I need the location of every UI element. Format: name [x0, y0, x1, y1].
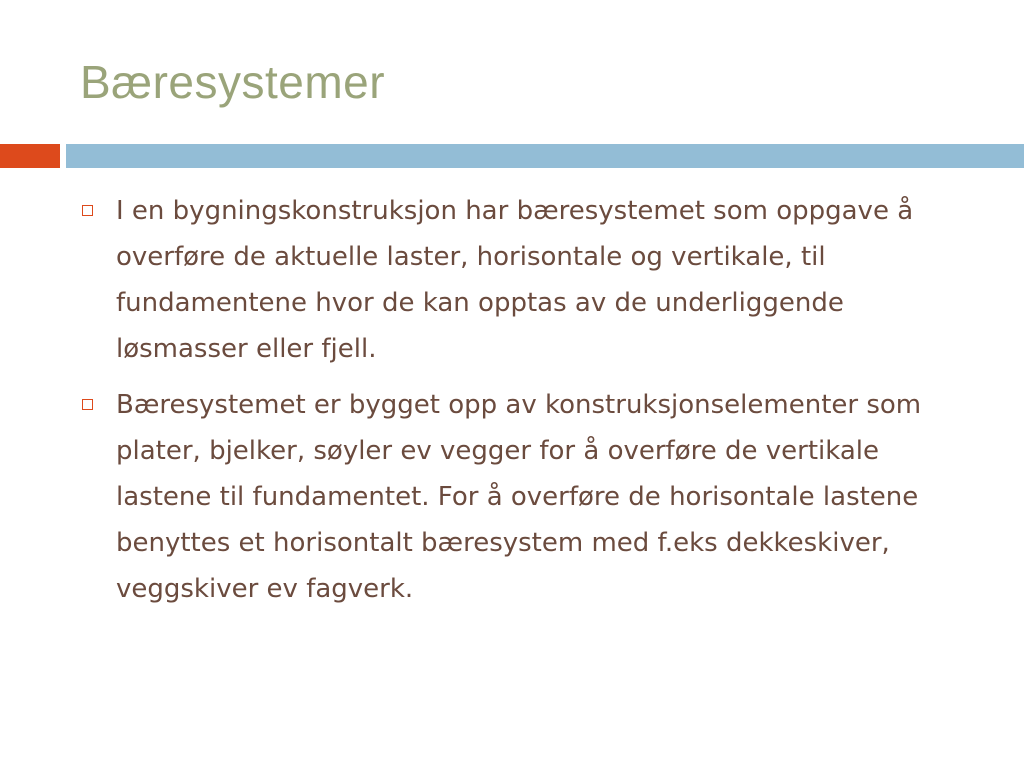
bullet-item — [78, 188, 978, 372]
slide-title: Bæresystemer — [80, 56, 386, 108]
accent-bar-orange — [0, 144, 60, 168]
accent-bar-blue — [66, 144, 1024, 168]
bullet-text: I en bygningskonstruksjon har bæresystemet som oppgave å overføre de aktuelle laster, horisontale og vertikale, til fundamentene hvor de kan opptas av de underliggende løsmasser eller fjell. — [116, 196, 914, 364]
bullet-item — [78, 382, 978, 612]
bullet-text: Bæresystemet er bygget opp av konstruksjonselementer som plater, bjelker, søyler ev vegger for å overføre de vertikale lastene til fundamentet. For å overføre de horisontale lastene benyttes et horisontalt bæresystem med f.eks dekkeskiver, veggskiver ev fagverk. — [116, 390, 922, 604]
bullet-list — [78, 188, 978, 622]
hollow-square-icon — [82, 205, 93, 216]
hollow-square-icon — [82, 399, 93, 410]
